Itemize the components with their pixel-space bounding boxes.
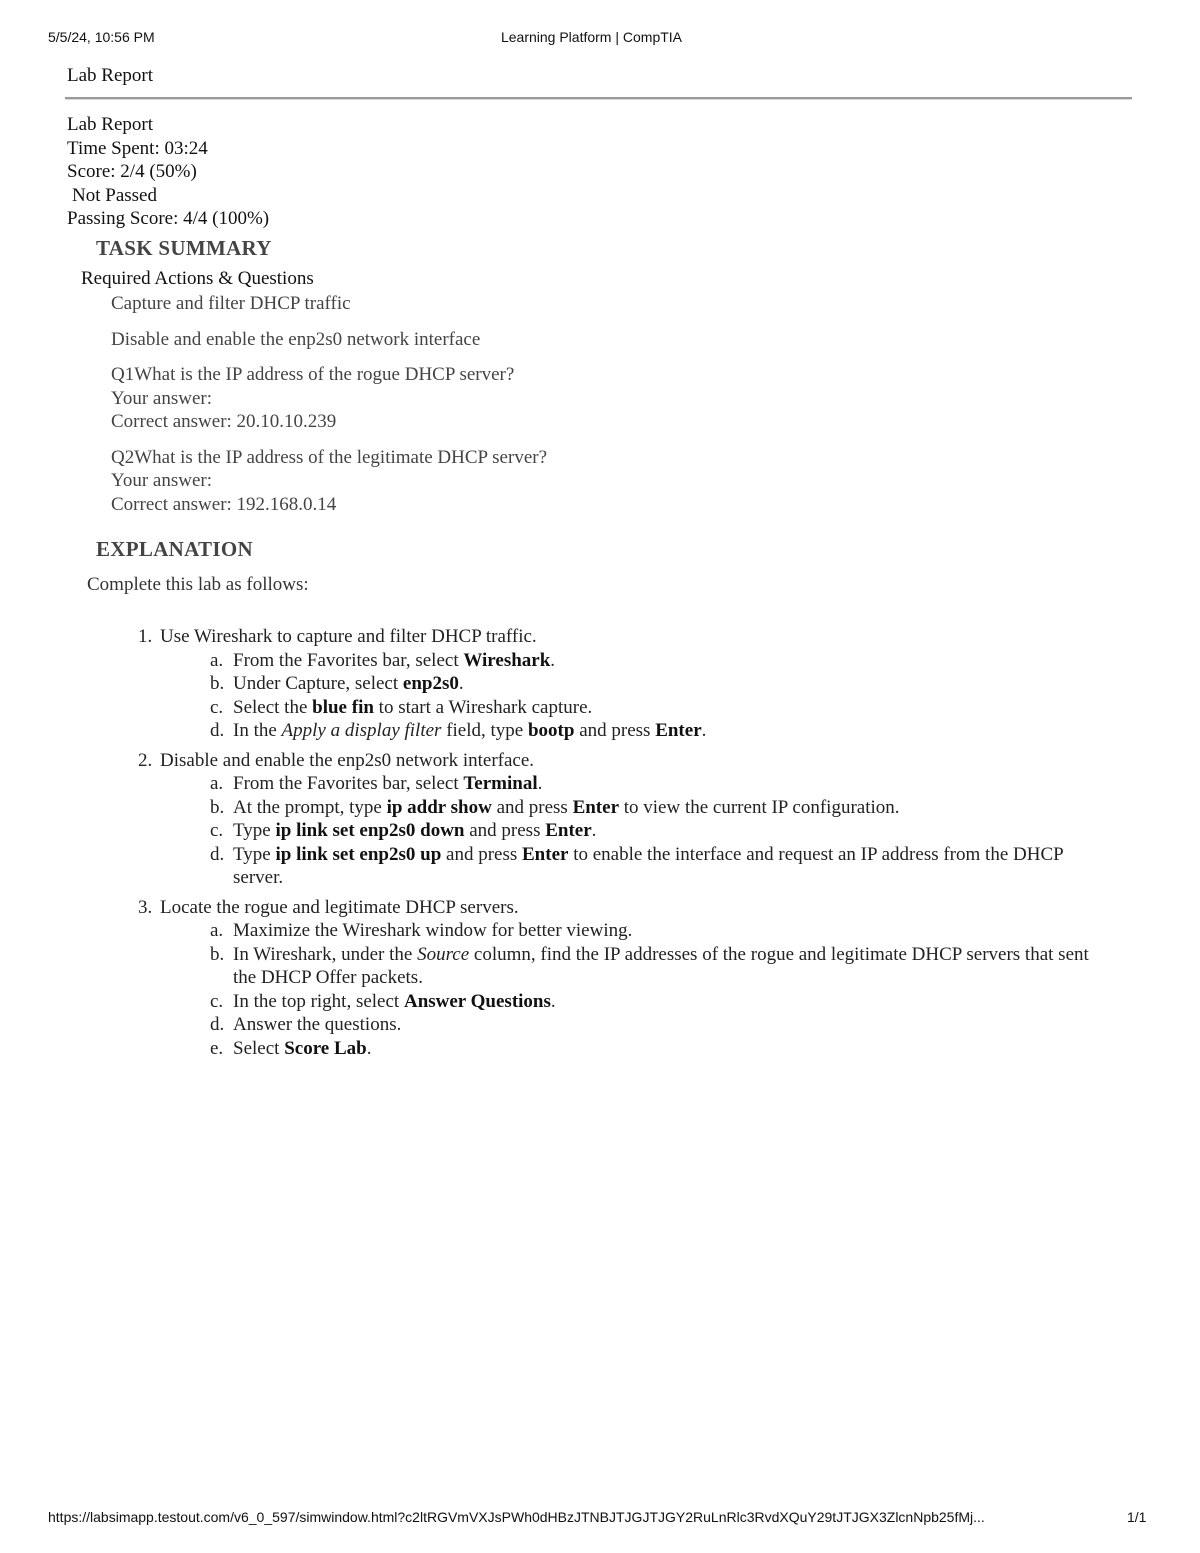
sub-step-text (233, 943, 1103, 990)
text-segment: . (550, 990, 556, 1012)
emphasis-bold: Answer Questions (403, 990, 551, 1012)
sub-step-letter: e. (210, 1037, 224, 1059)
emphasis-bold: Score Lab (284, 1037, 367, 1059)
print-page-number: 1/1 (1127, 1509, 1147, 1525)
text-segment: . (701, 720, 707, 741)
sub-step-letter: b. (210, 943, 225, 965)
explanation-intro: Complete this lab as follows: (87, 574, 309, 595)
sub-step-letter: c. (210, 990, 224, 1012)
text-segment: field, type (441, 720, 528, 741)
emphasis-bold: Enter (655, 720, 702, 741)
text-segment: From the Favorites bar, select (233, 649, 464, 671)
sub-step-letter: d. (210, 843, 225, 865)
text-segment: to view the current IP configuration. (619, 796, 900, 818)
text-segment: and press (574, 720, 656, 741)
text-segment: Type (233, 843, 276, 865)
explanation-heading: EXPLANATION (96, 537, 253, 561)
step-number: 3. (138, 896, 153, 918)
step-text: Disable and enable the enp2s0 network interface. (160, 749, 535, 771)
sub-step-text (233, 696, 1103, 720)
lab-report-title: Lab Report (67, 65, 154, 86)
sub-step-letter: a. (210, 649, 224, 671)
sub-step (210, 772, 1103, 796)
emphasis-bold: ip link set enp2s0 down (275, 820, 465, 841)
text-segment: . (591, 820, 597, 841)
correct-answer: Correct answer: 192.168.0.14 (111, 493, 337, 515)
text-segment: column, find the IP addresses of the rogue and legitimate DHCP servers that sent the DHCP Offer packets. (233, 943, 1089, 988)
text-segment: Maximize the Wireshark window for better viewing. (233, 920, 633, 941)
time-spent: Time Spent: 03:24 (67, 137, 208, 159)
text-segment: and press (491, 796, 573, 818)
question-block (111, 446, 547, 517)
sub-step-letter: a. (210, 920, 224, 941)
sub-step-letter: d. (210, 1014, 225, 1035)
score-summary (67, 113, 269, 231)
sub-step-letter: c. (210, 820, 224, 841)
sub-step (210, 843, 1103, 890)
text-segment: Select the (233, 696, 313, 718)
explanation-step (138, 896, 1103, 1061)
emphasis-italic: Apply a display filter (281, 720, 442, 741)
sub-step-letter: a. (210, 773, 224, 794)
sub-step-text (233, 919, 1103, 943)
sub-step (210, 1013, 1103, 1037)
text-segment: Answer the questions. (233, 1014, 402, 1035)
emphasis-bold: bootp (527, 720, 575, 741)
explanation-step (138, 625, 1103, 743)
pass-status: Not Passed (72, 184, 157, 206)
sub-step-letter: b. (210, 796, 225, 818)
text-segment: At the prompt, type (233, 796, 387, 818)
required-actions-title: Required Actions & Questions (81, 268, 314, 289)
correct-answer: Correct answer: 20.10.10.239 (111, 411, 337, 432)
sub-step-text (233, 1013, 1103, 1037)
text-segment: In the (233, 720, 282, 741)
emphasis-bold: Enter (572, 796, 619, 818)
action-item: Disable and enable the enp2s0 network interface (111, 328, 481, 350)
sub-step-text (233, 719, 1103, 743)
emphasis-bold: blue fin (312, 696, 374, 718)
task-summary-heading: TASK SUMMARY (96, 236, 272, 260)
text-segment: Under Capture, select (233, 673, 403, 694)
step-number: 1. (138, 626, 153, 647)
step-text: Locate the rogue and legitimate DHCP servers. (160, 896, 519, 918)
text-segment: and press (464, 820, 546, 841)
your-answer: Your answer: (111, 387, 212, 409)
emphasis-bold: enp2s0 (402, 673, 459, 694)
print-url: https://labsimapp.testout.com/v6_0_597/simwindow.html?c2ltRGVmVXJsPWh0dHBzJTNBJTJGJTJGY2RuLnRlc3RvdXQuY29tJTJGX3ZlcnNpb25fMj... (48, 1509, 985, 1525)
text-segment: In the top right, select (233, 990, 404, 1012)
text-segment: to enable the interface and request an IP address from the DHCP server. (233, 843, 1063, 888)
your-answer: Your answer: (111, 470, 212, 491)
sub-step-letter: b. (210, 673, 225, 694)
sub-step (210, 796, 1103, 820)
sub-step (210, 672, 1103, 696)
sub-step-text (233, 672, 1103, 696)
question-text: Q2What is the IP address of the legitimate DHCP server? (111, 446, 548, 468)
sub-step-letter: d. (210, 720, 225, 741)
question-block (111, 363, 547, 434)
emphasis-italic: Source (417, 943, 470, 965)
emphasis-bold: Enter (522, 843, 569, 865)
emphasis-bold: ip link set enp2s0 up (275, 843, 442, 865)
text-segment: . (537, 773, 543, 794)
text-segment: . (366, 1037, 372, 1059)
title-divider (65, 97, 1132, 100)
print-datetime: 5/5/24, 10:56 PM (48, 29, 155, 45)
sub-step (210, 990, 1103, 1014)
text-segment: In Wireshark, under the (233, 943, 418, 965)
text-segment: From the Favorites bar, select (233, 773, 464, 794)
score: Score: 2/4 (50%) (67, 161, 197, 182)
sub-step-text (233, 843, 1103, 890)
text-segment: and press (441, 843, 522, 865)
text-segment: . (550, 649, 556, 671)
action-item: Capture and filter DHCP traffic (111, 293, 351, 314)
sub-step (210, 919, 1103, 943)
sub-step-text (233, 772, 1103, 796)
sub-step (210, 943, 1103, 990)
sub-step-text (233, 1037, 1103, 1061)
required-actions-list (111, 292, 547, 528)
report-subtitle: Lab Report (67, 114, 154, 135)
text-segment: Select (233, 1037, 285, 1059)
sub-step-text (233, 990, 1103, 1014)
passing-score: Passing Score: 4/4 (100%) (67, 208, 270, 229)
emphasis-bold: Terminal (463, 773, 538, 794)
sub-step (210, 1037, 1103, 1061)
sub-step-text (233, 796, 1103, 820)
text-segment: to start a Wireshark capture. (373, 696, 593, 718)
sub-step (210, 719, 1103, 743)
step-number: 2. (138, 749, 153, 771)
sub-step-text (233, 819, 1103, 843)
step-text: Use Wireshark to capture and filter DHCP traffic. (160, 626, 537, 647)
text-segment: Type (233, 820, 276, 841)
sub-step (210, 649, 1103, 673)
emphasis-bold: Enter (545, 820, 592, 841)
sub-step (210, 696, 1103, 720)
text-segment: . (458, 673, 464, 694)
sub-step-text (233, 649, 1103, 673)
sub-step-letter: c. (210, 696, 224, 718)
emphasis-bold: ip addr show (386, 796, 492, 818)
emphasis-bold: Wireshark (463, 649, 551, 671)
print-page-title: Learning Platform | CompTIA (500, 29, 683, 45)
explanation-step (138, 749, 1103, 890)
question-text: Q1What is the IP address of the rogue DHCP server? (111, 364, 515, 385)
explanation-steps (138, 625, 1103, 1066)
sub-step (210, 819, 1103, 843)
